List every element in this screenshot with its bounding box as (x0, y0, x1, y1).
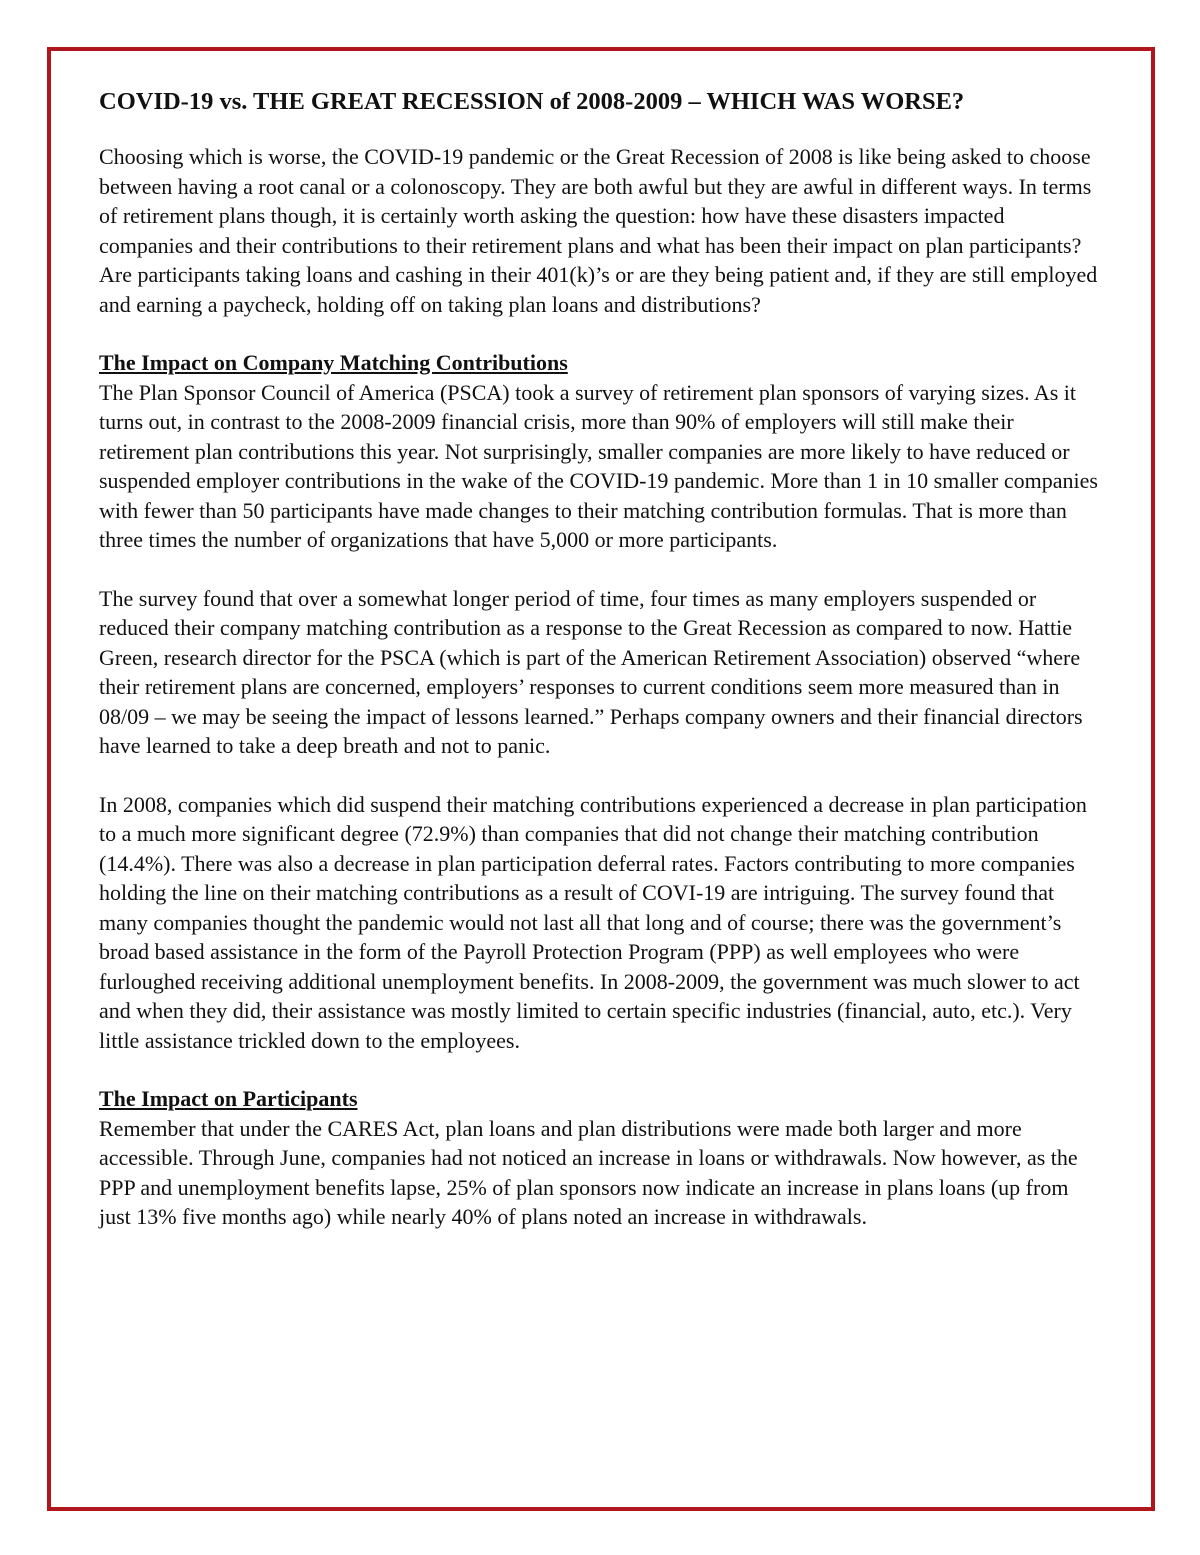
article-title: COVID-19 vs. THE GREAT RECESSION of 2008-2009 – WHICH WAS WORSE? (99, 88, 965, 115)
section2-paragraph-1: Remember that under the CARES Act, plan loans and plan distributions were made both larger and more accessible. Through June, companies had not noticed an increase in loans or withdrawals. Now however, as the PPP and unemployment benefits lapse, 25% of plan sponsors now indicate an increase in plans loans (up from just 13% five months ago) while nearly 40% of plans noted an increase in withdrawals. (99, 1115, 1078, 1229)
section1-paragraph-1: The Plan Sponsor Council of America (PSCA) took a survey of retirement plan sponsors of varying sizes. As it turns out, in contrast to the 2008-2009 financial crisis, more than 90% of employers will still make their retirement plan contributions this year. Not surprisingly, smaller companies are more likely to have reduced or suspended employer contributions in the wake of the COVID-19 pandemic. More than 1 in 10 smaller companies with fewer than 50 participants have made changes to their matching contribution formulas. That is more than three times the number of organizations that have 5,000 or more participants. (99, 379, 1098, 552)
section-heading-participants: The Impact on Participants (99, 1086, 358, 1111)
section-heading-company-matching: The Impact on Company Matching Contributions (99, 350, 568, 375)
intro-paragraph: Choosing which is worse, the COVID-19 pandemic or the Great Recession of 2008 is like being asked to choose between having a root canal or a colonoscopy. They are both awful but they are awful in different ways. In terms of retirement plans though, it is certainly worth asking the question: how have these disasters impacted companies and their contributions to their retirement plans and what has been their impact on plan participants? Are participants taking loans and cashing in their 401(k)’s or are they being patient and, if they are still employed and earning a paycheck, holding off on taking plan loans and distributions? (99, 144, 1098, 317)
section1-paragraph-3: In 2008, companies which did suspend their matching contributions experienced a decrease in plan participation to a much more significant degree (72.9%) than companies that did not change their matching contribution (14.4%). There was also a decrease in plan participation deferral rates. Factors contributing to more companies holding the line on their matching contributions as a result of COVI-19 are intriguing. The survey found that many companies thought the pandemic would not last all that long and of course; there was the government’s broad based assistance in the form of the Payroll Protection Program (PPP) as well employees who were furloughed receiving additional unemployment benefits. In 2008-2009, the government was much slower to act and when they did, their assistance was mostly limited to certain specific industries (financial, auto, etc.). Very little assistance trickled down to the employees. (99, 791, 1087, 1053)
article (99, 84, 1099, 1261)
section1-paragraph-2: The survey found that over a somewhat longer period of time, four times as many employers suspended or reduced their company matching contribution as a response to the Great Recession as compared to now. Hattie Green, research director for the PSCA (which is part of the American Retirement Association) observed “where their retirement plans are concerned, employers’ responses to current conditions seem more measured than in 08/09 – we may be seeing the impact of lessons learned.” Perhaps company owners and their financial directors have learned to take a deep breath and not to panic. (99, 585, 1083, 758)
